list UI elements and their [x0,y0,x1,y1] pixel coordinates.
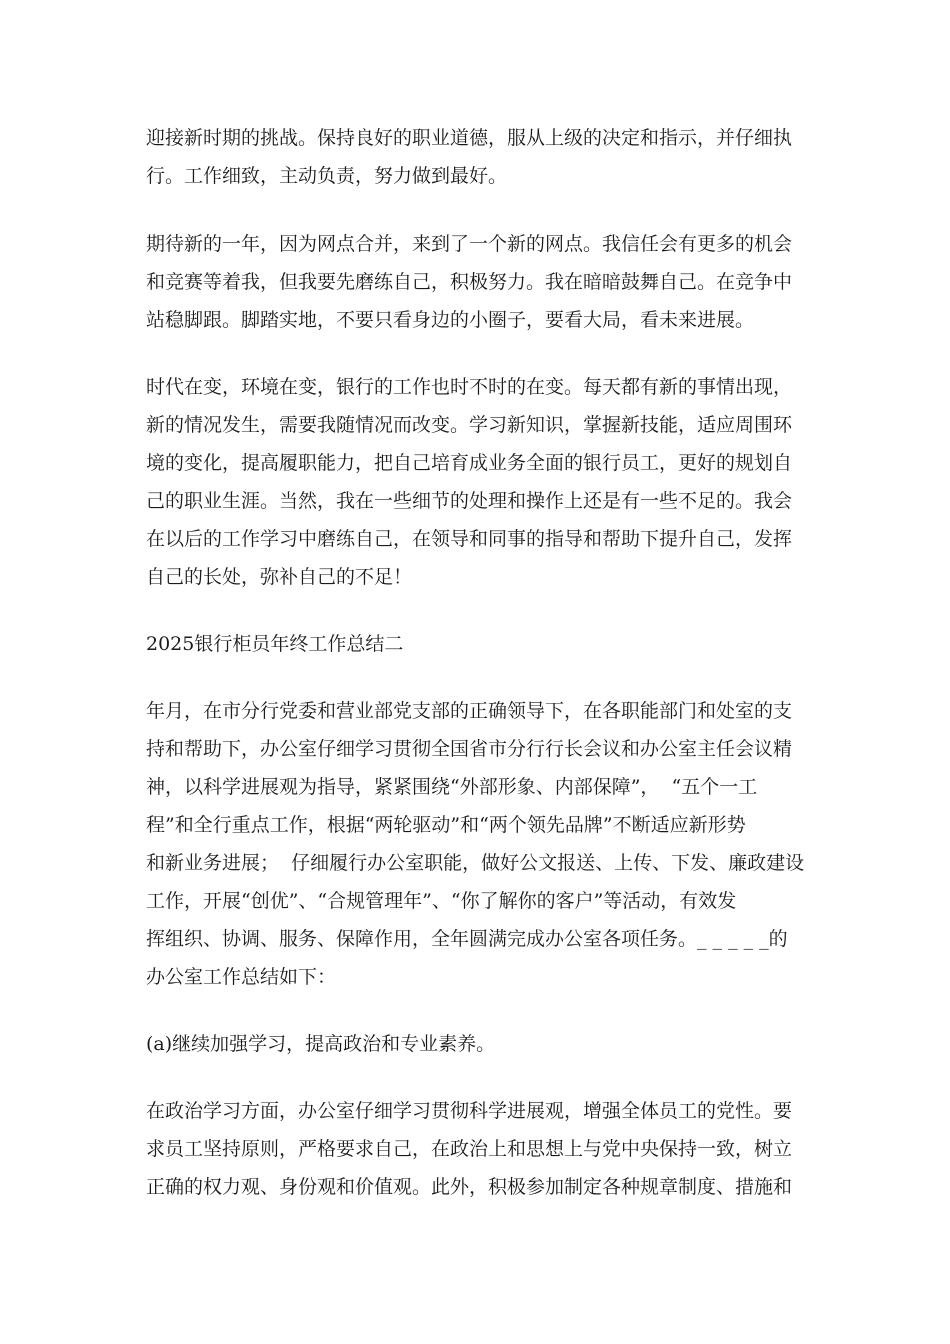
text-line: 程”和全行重点工作，根据“两轮驱动”和“两个领先品牌”不断适应新形势 [146,814,746,836]
text-line: 和新业务进展； 仔细履行办公室职能，做好公文报送、上传、下发、廉政建设 [146,852,805,874]
text-line: 办公室工作总结如下： [146,966,337,988]
text-line: 在政治学习方面，办公室仔细学习贯彻科学进展观，增强全体员工的党性。要 [146,1100,793,1122]
text-line: 时代在变，环境在变，银行的工作也时不时的在变。每天都有新的事情出现， [146,376,793,398]
text-line: 在以后的工作学习中磨练自己，在领导和同事的指导和帮助下提升自己，发挥 [146,528,793,550]
text-line: 境的变化，提高履职能力，把自己培育成业务全面的银行员工，更好的规划自 [146,452,793,474]
text-line: 神，以科学进展观为指导，紧紧围绕“外部形象、内部保障”， “五个一工 [146,776,758,798]
text-line: 新的情况发生，需要我随情况而改变。学习新知识，掌握新技能，适应周围环 [146,414,793,436]
text-line: 行。工作细致，主动负责，努力做到最好。 [146,165,508,187]
list-item-heading: (a)继续加强学习，提高政治和专业素养。 [146,1033,496,1055]
text-line: 年月，在市分行党委和营业部党支部的正确领导下，在各职能部门和处室的支 [146,700,793,722]
text-line: 正确的权力观、身份观和价值观。此外，积极参加制定各种规章制度、措施和 [146,1176,793,1198]
text-line: 己的职业生涯。当然，我在一些细节的处理和操作上还是有一些不足的。我会 [146,490,793,512]
text-line: 站稳脚跟。脚踏实地，不要只看身边的小圈子，要看大局，看未来进展。 [146,309,755,331]
text-line: 期待新的一年，因为网点合并，来到了一个新的网点。我信任会有更多的机会 [146,233,793,255]
text-line: 持和帮助下，办公室仔细学习贯彻全国省市分行行长会议和办公室主任会议精 [146,738,793,760]
text-line: 工作，开展“创优”、“合规管理年”、“你了解你的客户”等活动，有效发 [146,890,737,912]
text-line: 挥组织、协调、服务、保障作用，全年圆满完成办公室各项任务。_ _ _ _ _的 [146,928,788,950]
text-line: 迎接新时期的挑战。保持良好的职业道德，服从上级的决定和指示，并仔细执 [146,127,793,149]
section-heading: 2025银行柜员年终工作总结二 [146,633,404,655]
text-line: 自己的长处，弥补自己的不足！ [146,566,413,588]
text-line: 和竞赛等着我，但我要先磨练自己，积极努力。我在暗暗鼓舞自己。在竞争中 [146,271,793,293]
text-line: 求员工坚持原则，严格要求自己，在政治上和思想上与党中央保持一致，树立 [146,1138,793,1160]
